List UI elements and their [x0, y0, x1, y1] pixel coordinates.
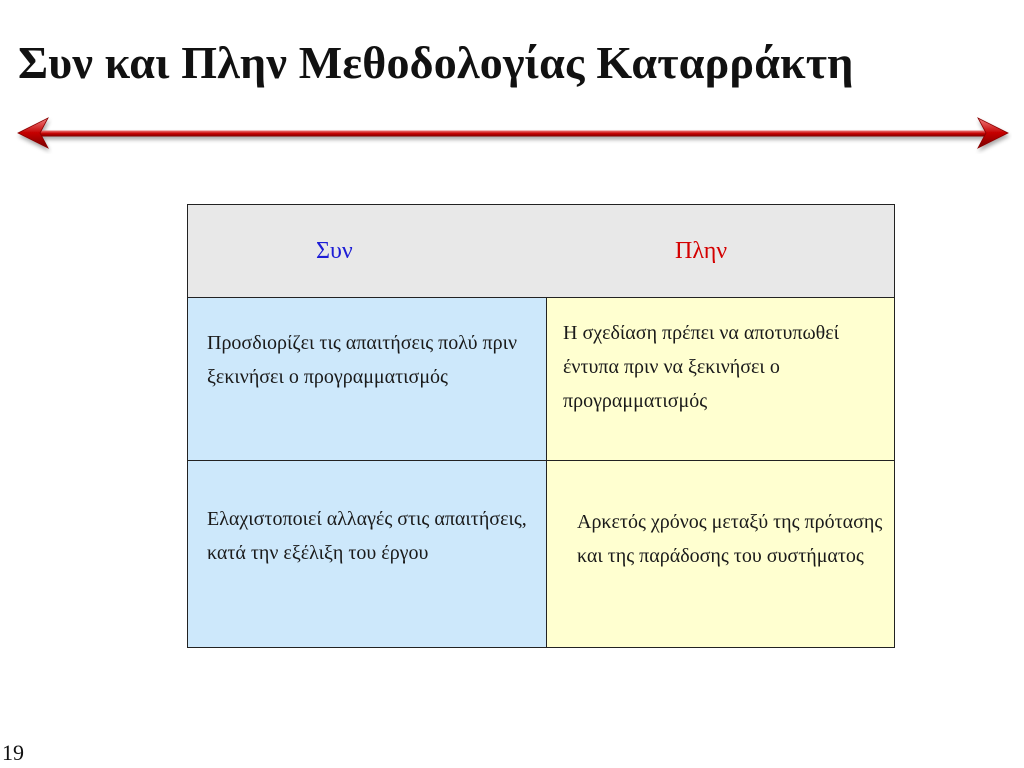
- slide-title: Συν και Πλην Μεθοδολογίας Καταρράκτη: [18, 37, 854, 88]
- con-item-1: Η σχεδίαση πρέπει να αποτυπωθεί έντυπα πριν να ξεκινήσει ο προγραμματισμός: [547, 298, 894, 461]
- pros-header: Συν: [188, 205, 547, 298]
- double-arrow-divider: [14, 114, 1012, 154]
- pro-item-2: Ελαχιστοποιεί αλλαγές στις απαιτήσεις, κατά την εξέλιξη του έργου: [188, 461, 547, 647]
- cons-header: Πλην: [547, 205, 894, 298]
- pros-cons-table: [187, 204, 895, 648]
- divider-graphic: [18, 118, 1008, 148]
- con-item-2: Αρκετός χρόνος μεταξύ της πρότασης και της παράδοσης του συστήματος: [547, 461, 894, 647]
- pro-item-1: Προσδιορίζει τις απαιτήσεις πολύ πριν ξεκινήσει ο προγραμματισμός: [188, 298, 547, 461]
- slide-number: 19: [2, 740, 24, 765]
